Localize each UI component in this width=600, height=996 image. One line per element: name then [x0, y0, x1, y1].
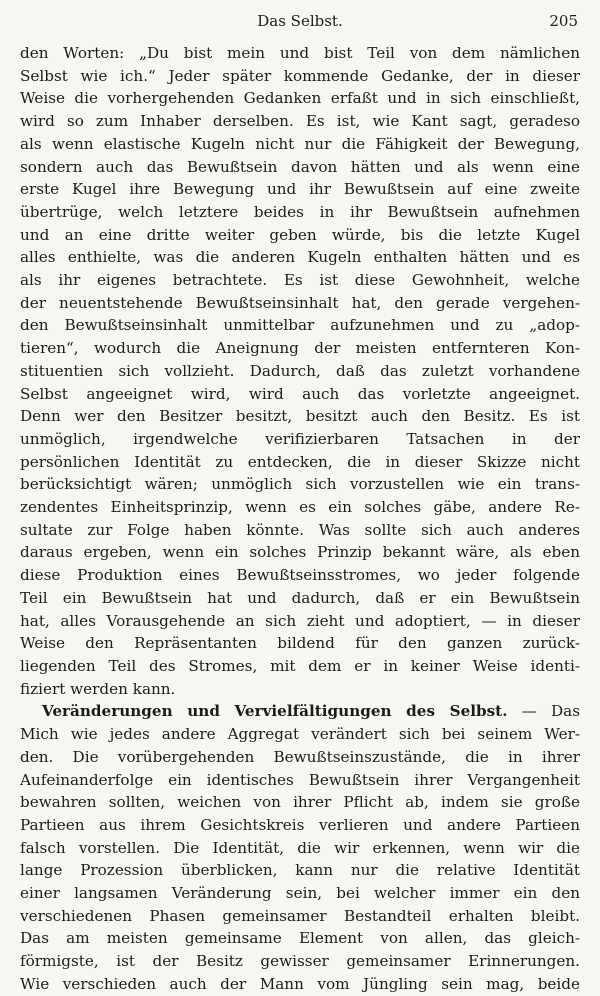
text-line: Selbst angeeignet wird, wird auch das vorletzte angeeignet. [20, 384, 580, 403]
text-line: den Bewußtseinsinhalt unmittelbar aufzunehmen und zu „adop- [20, 316, 580, 335]
text-line: unmöglich, irgendwelche verifizierbaren Tatsachen in der [20, 429, 580, 448]
text-line: Selbst wie ich.“ Jeder später kommende Gedanke, der in dieser [20, 66, 580, 85]
text-line: den Worten: „Du bist mein und bist Teil von dem nämlichen [20, 44, 580, 62]
text-line: liegenden Teil des Stromes, mit dem er in keiner Weise identi- [20, 656, 580, 675]
text-line: Teil ein Bewußtsein hat und dadurch, daß er ein Bewußtsein [20, 588, 580, 607]
text-line: Weise die vorhergehenden Gedanken erfaßt und in sich einschließt, [20, 89, 580, 108]
paragraph-1 [20, 42, 580, 700]
text-line: bewahren sollten, weichen von ihrer Pflicht ab, indem sie große [20, 793, 580, 812]
paragraph-2 [20, 700, 580, 995]
text-line: Partieen aus ihrem Gesichtskreis verlieren und andere Partieen [20, 815, 580, 834]
text-line: daraus ergeben, wenn ein solches Prinzip bekannt wäre, als eben [20, 543, 580, 562]
text-line: und an eine dritte weiter geben würde, bis die letzte Kugel [20, 225, 580, 244]
text-line: als ihr eigenes betrachtete. Es ist diese Gewohnheit, welche [20, 271, 580, 290]
text-line: persönlichen Identität zu entdecken, die in dieser Skizze nicht [20, 452, 580, 471]
body-text [20, 42, 580, 996]
text-line: als wenn elastische Kugeln nicht nur die Fähigkeit der Bewegung, [20, 134, 580, 153]
text-line: einer langsamen Veränderung sein, bei welcher immer ein den [20, 884, 580, 903]
paragraph-2-first-line [20, 700, 580, 723]
text-line: wird so zum Inhaber derselben. Es ist, wie Kant sagt, geradeso [20, 112, 580, 131]
section-heading: Veränderungen und Vervielfältigungen des Selbst. [42, 702, 508, 721]
text-line: Aufeinanderfolge ein identisches Bewußtsein ihrer Vergangenheit [20, 770, 580, 789]
text-line: diese Produktion eines Bewußtseinsstromes, wo jeder folgende [20, 566, 580, 585]
text-line: zendentes Einheitsprinzip, wenn es ein solches gäbe, andere Re- [20, 498, 580, 517]
text-line: falsch vorstellen. Die Identität, die wir erkennen, wenn wir die [20, 838, 580, 857]
text-line: Wie verschieden auch der Mann vom Jüngling sein mag, beide [20, 974, 580, 993]
text-line: lange Prozession überblicken, kann nur die relative Identität [20, 861, 580, 880]
text-line: sultate zur Folge haben könnte. Was sollte sich auch anderes [20, 520, 580, 539]
text-line: fiziert werden kann. [20, 679, 176, 698]
text-line: berücksichtigt wären; unmöglich sich vorzustellen wie ein trans- [20, 475, 580, 494]
text-line: stituentien sich vollzieht. Dadurch, daß das zuletzt vorhandene [20, 361, 580, 380]
page-number: 205 [549, 12, 578, 30]
text-line: alles enthielte, was die anderen Kugeln enthalten hätten und es [20, 248, 580, 267]
running-head [20, 10, 580, 32]
text-line: verschiedenen Phasen gemeinsamer Bestandteil erhalten bleibt. [20, 906, 580, 925]
text-line: tieren“, wodurch die Aneignung der meisten entfernteren Kon- [20, 339, 580, 358]
text-line: hat, alles Vorausgehende an sich zieht und adoptiert, — in dieser [20, 611, 580, 630]
heading-dash: — Das [507, 702, 580, 721]
text-line: Denn wer den Besitzer besitzt, besitzt auch den Besitz. Es ist [20, 407, 580, 426]
running-title: Das Selbst. [257, 12, 343, 30]
text-line: Das am meisten gemeinsame Element von allen, das gleich- [20, 929, 580, 948]
text-line: der neuentstehende Bewußtseinsinhalt hat, den gerade vergehen- [20, 293, 580, 312]
text-line: Weise den Repräsentanten bildend für den ganzen zurück- [20, 634, 580, 653]
text-line: erste Kugel ihre Bewegung und ihr Bewußtsein auf eine zweite [20, 180, 580, 199]
text-line: Mich wie jedes andere Aggregat verändert sich bei seinem Wer- [20, 725, 580, 744]
text-line: den. Die vorübergehenden Bewußtseinszustände, die in ihrer [20, 747, 580, 766]
text-line: sondern auch das Bewußtsein davon hätten und als wenn eine [20, 157, 580, 176]
text-line: übertrüge, welch letztere beides in ihr Bewußtsein aufnehmen [20, 202, 580, 221]
text-line: förmigste, ist der Besitz gewisser gemeinsamer Erinnerungen. [20, 952, 580, 971]
